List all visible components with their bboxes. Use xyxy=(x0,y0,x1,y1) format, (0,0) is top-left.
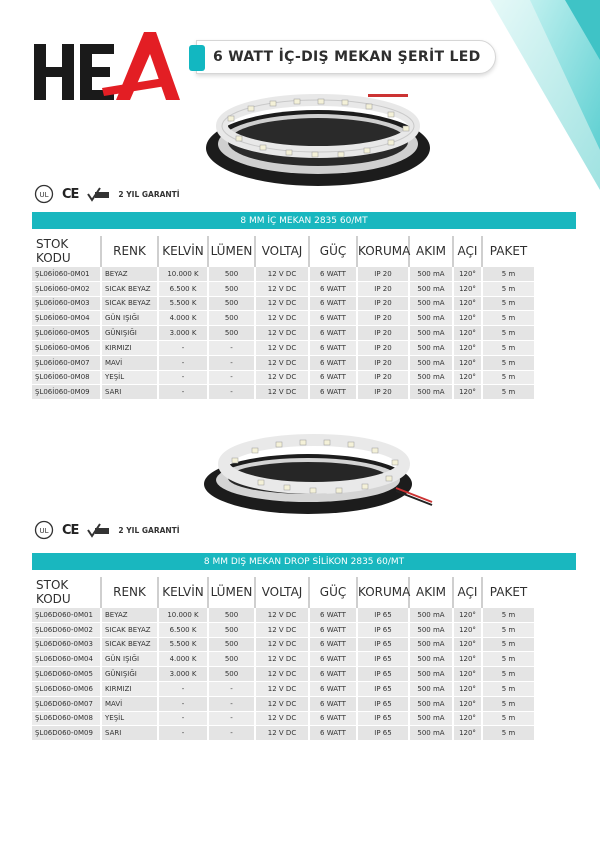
table-cell: 3.000 K xyxy=(159,667,209,682)
column-header: AKIM xyxy=(410,577,454,608)
table-cell: 12 V DC xyxy=(256,667,310,682)
table-cell: - xyxy=(159,726,209,741)
table-row xyxy=(32,726,534,741)
table-row xyxy=(32,682,534,697)
ul-icon xyxy=(34,520,54,540)
table-cell: KIRMIZI xyxy=(102,341,159,356)
table-cell: 6 WATT xyxy=(310,326,358,341)
spec-table-indoor xyxy=(32,236,534,400)
column-header: GÜÇ xyxy=(310,236,358,267)
table-row xyxy=(32,282,534,297)
table-cell: 500 mA xyxy=(410,282,454,297)
table-cell: 12 V DC xyxy=(256,326,310,341)
table-cell: - xyxy=(209,697,256,712)
table-cell: 6 WATT xyxy=(310,697,358,712)
table-cell: 5 m xyxy=(483,682,534,697)
table-cell: - xyxy=(209,356,256,371)
table-cell: - xyxy=(159,697,209,712)
column-header: LÜMEN xyxy=(209,236,256,267)
table-cell: IP 65 xyxy=(358,608,410,623)
table-cell: ŞL06İ060-0M03 xyxy=(32,297,102,312)
table-cell: 500 xyxy=(209,282,256,297)
table-header-outdoor xyxy=(32,577,534,608)
table-cell: 6.500 K xyxy=(159,623,209,638)
table-cell: 6 WATT xyxy=(310,267,358,282)
rohs-icon xyxy=(86,186,110,202)
table-cell: 120° xyxy=(454,371,483,386)
table-cell: 12 V DC xyxy=(256,682,310,697)
table-cell: 5 m xyxy=(483,267,534,282)
table-cell: ŞL06D060-0M05 xyxy=(32,667,102,682)
table-cell: BEYAZ xyxy=(102,267,159,282)
table-cell: 6 WATT xyxy=(310,311,358,326)
table-row xyxy=(32,326,534,341)
column-header: RENK xyxy=(102,236,159,267)
table-cell: 5 m xyxy=(483,608,534,623)
table-cell: 6 WATT xyxy=(310,341,358,356)
table-cell: 120° xyxy=(454,667,483,682)
table-cell: ŞL06İ060-0M08 xyxy=(32,371,102,386)
table-cell: 500 mA xyxy=(410,623,454,638)
table-cell: 5.500 K xyxy=(159,297,209,312)
table-cell: 5 m xyxy=(483,297,534,312)
table-cell: 6 WATT xyxy=(310,297,358,312)
table-cell: 500 xyxy=(209,667,256,682)
ul-icon xyxy=(34,184,54,204)
brand-logo xyxy=(32,30,182,110)
table-cell: 120° xyxy=(454,311,483,326)
table-cell: 12 V DC xyxy=(256,623,310,638)
ce-icon: CE xyxy=(62,186,79,202)
section-title-indoor: 8 MM İÇ MEKAN 2835 60/MT xyxy=(240,215,368,226)
table-cell: SARI xyxy=(102,385,159,400)
column-header: STOK KODU xyxy=(32,236,102,267)
table-cell: 12 V DC xyxy=(256,371,310,386)
column-header: AÇI xyxy=(454,577,483,608)
table-cell: ŞL06D060-0M08 xyxy=(32,712,102,727)
table-cell: - xyxy=(159,371,209,386)
table-cell: 500 mA xyxy=(410,326,454,341)
table-row xyxy=(32,652,534,667)
table-cell: IP 65 xyxy=(358,712,410,727)
table-cell: IP 65 xyxy=(358,652,410,667)
table-cell: GÜN IŞIĞI xyxy=(102,311,159,326)
table-cell: 12 V DC xyxy=(256,356,310,371)
table-cell: IP 20 xyxy=(358,385,410,400)
table-row xyxy=(32,638,534,653)
table-cell: ŞL06D060-0M04 xyxy=(32,652,102,667)
section-band-outdoor xyxy=(32,553,576,570)
table-cell: SICAK BEYAZ xyxy=(102,623,159,638)
table-cell: 120° xyxy=(454,282,483,297)
table-cell: 6 WATT xyxy=(310,608,358,623)
table-cell: IP 20 xyxy=(358,341,410,356)
table-cell: 500 mA xyxy=(410,356,454,371)
table-cell: 120° xyxy=(454,385,483,400)
table-cell: 12 V DC xyxy=(256,726,310,741)
table-cell: - xyxy=(209,682,256,697)
table-cell: 500 mA xyxy=(410,297,454,312)
table-cell: 5 m xyxy=(483,326,534,341)
table-cell: ŞL06D060-0M07 xyxy=(32,697,102,712)
table-cell: IP 20 xyxy=(358,282,410,297)
table-cell: ŞL06İ060-0M09 xyxy=(32,385,102,400)
table-cell: ŞL06D060-0M09 xyxy=(32,726,102,741)
table-cell: ŞL06D060-0M01 xyxy=(32,608,102,623)
table-body-outdoor xyxy=(32,608,534,741)
product-title xyxy=(196,40,496,74)
table-cell: IP 20 xyxy=(358,356,410,371)
table-cell: - xyxy=(209,385,256,400)
table-cell: 12 V DC xyxy=(256,341,310,356)
table-cell: 6 WATT xyxy=(310,385,358,400)
table-cell: 500 mA xyxy=(410,311,454,326)
table-cell: IP 20 xyxy=(358,326,410,341)
table-row xyxy=(32,267,534,282)
table-cell: 120° xyxy=(454,297,483,312)
table-cell: 12 V DC xyxy=(256,297,310,312)
table-cell: IP 20 xyxy=(358,371,410,386)
table-cell: 12 V DC xyxy=(256,638,310,653)
column-header: AKIM xyxy=(410,236,454,267)
rohs-icon xyxy=(86,522,110,538)
table-cell: 500 mA xyxy=(410,267,454,282)
table-cell: 500 xyxy=(209,267,256,282)
table-cell: 120° xyxy=(454,341,483,356)
svg-text:UL: UL xyxy=(39,527,49,535)
table-cell: 6 WATT xyxy=(310,356,358,371)
corner-decoration xyxy=(450,0,600,190)
table-cell: IP 20 xyxy=(358,267,410,282)
table-cell: 6 WATT xyxy=(310,282,358,297)
table-cell: 6 WATT xyxy=(310,652,358,667)
table-cell: 4.000 K xyxy=(159,311,209,326)
svg-text:UL: UL xyxy=(39,191,49,199)
table-cell: - xyxy=(159,712,209,727)
table-cell: 500 mA xyxy=(410,726,454,741)
table-cell: 120° xyxy=(454,356,483,371)
certifications-indoor xyxy=(34,184,180,204)
table-cell: 5 m xyxy=(483,726,534,741)
table-cell: ŞL06İ060-0M07 xyxy=(32,356,102,371)
table-cell: SARI xyxy=(102,726,159,741)
table-cell: 500 mA xyxy=(410,667,454,682)
table-cell: ŞL06İ060-0M02 xyxy=(32,282,102,297)
table-cell: 12 V DC xyxy=(256,697,310,712)
warranty-text: 2 YIL GARANTİ xyxy=(118,189,180,199)
table-cell: 6 WATT xyxy=(310,682,358,697)
table-cell: SICAK BEYAZ xyxy=(102,638,159,653)
table-row xyxy=(32,297,534,312)
table-cell: GÜNIŞIĞI xyxy=(102,326,159,341)
table-cell: 5 m xyxy=(483,311,534,326)
spec-table-outdoor xyxy=(32,577,534,741)
table-cell: 6 WATT xyxy=(310,371,358,386)
table-cell: 500 xyxy=(209,311,256,326)
table-cell: 500 mA xyxy=(410,638,454,653)
table-cell: 500 mA xyxy=(410,608,454,623)
table-cell: IP 65 xyxy=(358,638,410,653)
table-cell: 12 V DC xyxy=(256,282,310,297)
table-cell: 5 m xyxy=(483,282,534,297)
table-cell: - xyxy=(209,712,256,727)
column-header: PAKET xyxy=(489,584,528,599)
table-cell: 12 V DC xyxy=(256,267,310,282)
table-cell: 500 mA xyxy=(410,652,454,667)
table-row xyxy=(32,712,534,727)
table-cell: 500 xyxy=(209,652,256,667)
table-cell: 500 mA xyxy=(410,712,454,727)
column-header: KORUMA xyxy=(358,577,410,608)
table-cell: IP 20 xyxy=(358,297,410,312)
table-cell: ŞL06İ060-0M06 xyxy=(32,341,102,356)
table-cell: IP 20 xyxy=(358,311,410,326)
table-row xyxy=(32,341,534,356)
table-cell: 5 m xyxy=(483,371,534,386)
table-cell: 10.000 K xyxy=(159,267,209,282)
table-cell: - xyxy=(159,341,209,356)
table-cell: 120° xyxy=(454,326,483,341)
table-cell: ŞL06İ060-0M05 xyxy=(32,326,102,341)
table-row xyxy=(32,697,534,712)
table-row xyxy=(32,385,534,400)
table-cell: 120° xyxy=(454,652,483,667)
table-cell: 5.500 K xyxy=(159,638,209,653)
table-cell: 6 WATT xyxy=(310,638,358,653)
table-row xyxy=(32,371,534,386)
table-cell: MAVİ xyxy=(102,356,159,371)
table-cell: 5 m xyxy=(483,341,534,356)
table-cell: 500 xyxy=(209,638,256,653)
table-cell: 120° xyxy=(454,726,483,741)
table-cell: 12 V DC xyxy=(256,712,310,727)
table-cell: IP 65 xyxy=(358,726,410,741)
table-cell: ŞL06İ060-0M04 xyxy=(32,311,102,326)
table-cell: GÜNIŞIĞI xyxy=(102,667,159,682)
table-cell: - xyxy=(209,371,256,386)
table-cell: 500 mA xyxy=(410,385,454,400)
table-cell: SICAK BEYAZ xyxy=(102,297,159,312)
table-cell: 5 m xyxy=(483,356,534,371)
column-header: AÇI xyxy=(454,236,483,267)
table-cell: 6 WATT xyxy=(310,623,358,638)
table-cell: 10.000 K xyxy=(159,608,209,623)
table-row xyxy=(32,311,534,326)
column-header: VOLTAJ xyxy=(256,577,310,608)
table-cell: 12 V DC xyxy=(256,652,310,667)
warranty-text: 2 YIL GARANTİ xyxy=(118,525,180,535)
table-cell: 500 mA xyxy=(410,371,454,386)
led-strip-image-outdoor xyxy=(196,428,436,518)
table-cell: YEŞİL xyxy=(102,371,159,386)
table-cell: - xyxy=(159,356,209,371)
column-header: VOLTAJ xyxy=(256,236,310,267)
ce-icon: CE xyxy=(62,522,79,538)
table-cell: 12 V DC xyxy=(256,311,310,326)
table-cell: 12 V DC xyxy=(256,385,310,400)
table-cell: YEŞİL xyxy=(102,712,159,727)
table-cell: BEYAZ xyxy=(102,608,159,623)
table-cell: 6 WATT xyxy=(310,726,358,741)
table-cell: 6 WATT xyxy=(310,712,358,727)
table-cell: ŞL06D060-0M06 xyxy=(32,682,102,697)
table-cell: 5 m xyxy=(483,385,534,400)
table-cell: ŞL06İ060-0M01 xyxy=(32,267,102,282)
table-row xyxy=(32,608,534,623)
section-band-indoor xyxy=(32,212,576,229)
table-cell: 120° xyxy=(454,608,483,623)
table-cell: ŞL06D060-0M03 xyxy=(32,638,102,653)
table-cell: 5 m xyxy=(483,652,534,667)
table-cell: 5 m xyxy=(483,667,534,682)
table-cell: 120° xyxy=(454,623,483,638)
table-cell: 120° xyxy=(454,682,483,697)
table-cell: IP 65 xyxy=(358,623,410,638)
table-cell: 120° xyxy=(454,267,483,282)
table-header-indoor xyxy=(32,236,534,267)
column-header: KELVİN xyxy=(159,236,209,267)
table-cell: KIRMIZI xyxy=(102,682,159,697)
table-cell: 500 mA xyxy=(410,697,454,712)
table-cell: - xyxy=(209,341,256,356)
column-header: PAKET xyxy=(489,243,528,258)
table-cell: 500 xyxy=(209,623,256,638)
table-cell: 120° xyxy=(454,712,483,727)
table-cell: IP 65 xyxy=(358,682,410,697)
table-cell: IP 65 xyxy=(358,667,410,682)
table-cell: - xyxy=(209,726,256,741)
certifications-outdoor xyxy=(34,520,180,540)
table-cell: 500 mA xyxy=(410,341,454,356)
table-cell: 5 m xyxy=(483,638,534,653)
table-row xyxy=(32,623,534,638)
table-cell: IP 65 xyxy=(358,697,410,712)
column-header: GÜÇ xyxy=(310,577,358,608)
table-cell: 500 xyxy=(209,326,256,341)
section-title-outdoor: 8 MM DIŞ MEKAN DROP SİLİKON 2835 60/MT xyxy=(203,556,405,567)
table-cell: SICAK BEYAZ xyxy=(102,282,159,297)
table-cell: MAVİ xyxy=(102,697,159,712)
column-header: RENK xyxy=(102,577,159,608)
table-cell: 120° xyxy=(454,697,483,712)
table-cell: - xyxy=(159,385,209,400)
table-cell: 12 V DC xyxy=(256,608,310,623)
table-cell: 5 m xyxy=(483,697,534,712)
table-body-indoor xyxy=(32,267,534,400)
table-cell: 120° xyxy=(454,638,483,653)
led-strip-image-indoor xyxy=(198,86,436,190)
table-cell: 5 m xyxy=(483,623,534,638)
table-cell: 6.500 K xyxy=(159,282,209,297)
table-row xyxy=(32,667,534,682)
table-cell: 6 WATT xyxy=(310,667,358,682)
table-cell: 4.000 K xyxy=(159,652,209,667)
column-header: STOK KODU xyxy=(32,577,102,608)
column-header: LÜMEN xyxy=(209,577,256,608)
table-cell: 5 m xyxy=(483,712,534,727)
table-cell: 500 xyxy=(209,608,256,623)
table-cell: 3.000 K xyxy=(159,326,209,341)
table-cell: ŞL06D060-0M02 xyxy=(32,623,102,638)
table-cell: 500 mA xyxy=(410,682,454,697)
table-cell: 500 xyxy=(209,297,256,312)
table-cell: - xyxy=(159,682,209,697)
column-header: KORUMA xyxy=(358,236,410,267)
column-header: KELVİN xyxy=(159,577,209,608)
table-row xyxy=(32,356,534,371)
table-cell: GÜN IŞIĞI xyxy=(102,652,159,667)
product-title-text: 6 WATT İÇ-DIŞ MEKAN ŞERİT LED xyxy=(213,49,481,65)
